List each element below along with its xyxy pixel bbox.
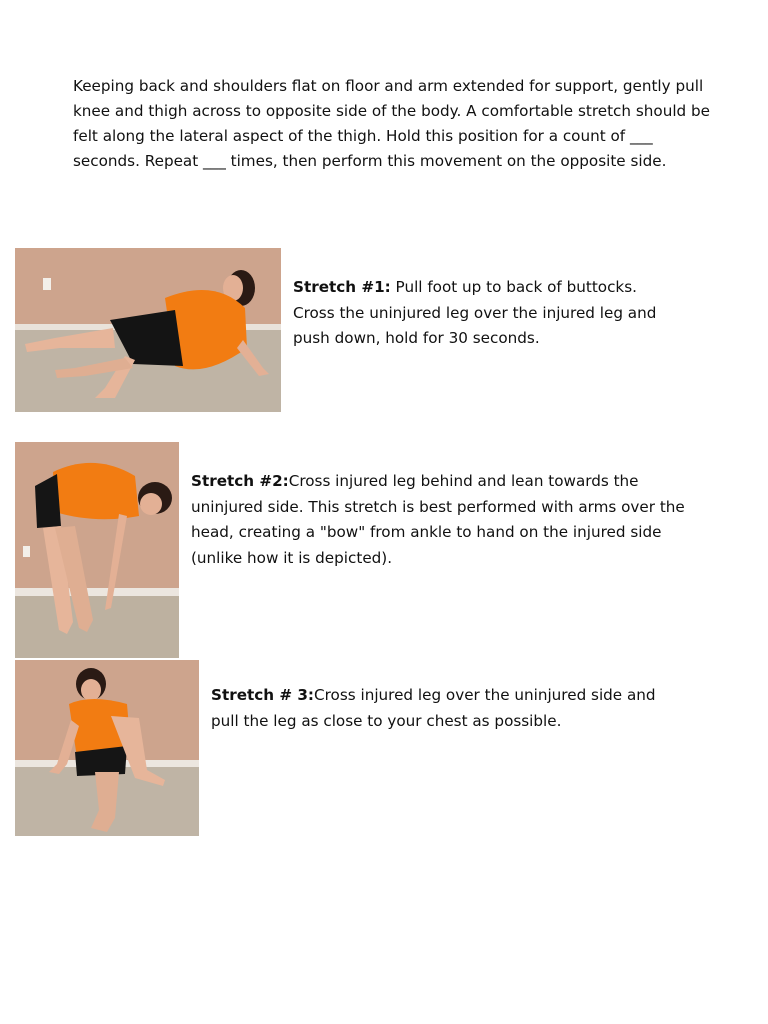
stretch-3-text: Cross injured leg over the uninjured side and pull the leg as close to your chest as possible.	[211, 686, 656, 730]
stretch-1-photo	[15, 248, 281, 412]
stretch-2-text: Cross injured leg behind and lean towards the uninjured side. This stretch is best performed with arms over the head, creating a "bow" from ankle to hand on the injured side (unlike how it is depicted).	[191, 472, 685, 567]
intro-paragraph: Keeping back and shoulders flat on floor and arm extended for support, gently pull knee and thigh across to opposite side of the body. A comfortable stretch should be felt along the lateral aspect of the thigh. Hold this position for a count of ___ seconds. Repeat ___ times, then perform this movement on the opposite side.	[73, 77, 710, 170]
stretch-3-photo	[15, 660, 199, 836]
stretch-2-title: Stretch #2:	[191, 472, 289, 490]
stretch-3-caption	[211, 683, 671, 734]
stretch-1-title: Stretch #1:	[293, 278, 391, 296]
stretch-2-photo	[15, 442, 179, 658]
stretch-1-caption	[293, 275, 673, 352]
stretch-1-text: Pull foot up to back of buttocks. Cross the uninjured leg over the injured leg and push down, hold for 30 seconds.	[293, 278, 657, 347]
stretch-2-caption	[191, 469, 691, 571]
stretch-3-title: Stretch # 3:	[211, 686, 315, 704]
